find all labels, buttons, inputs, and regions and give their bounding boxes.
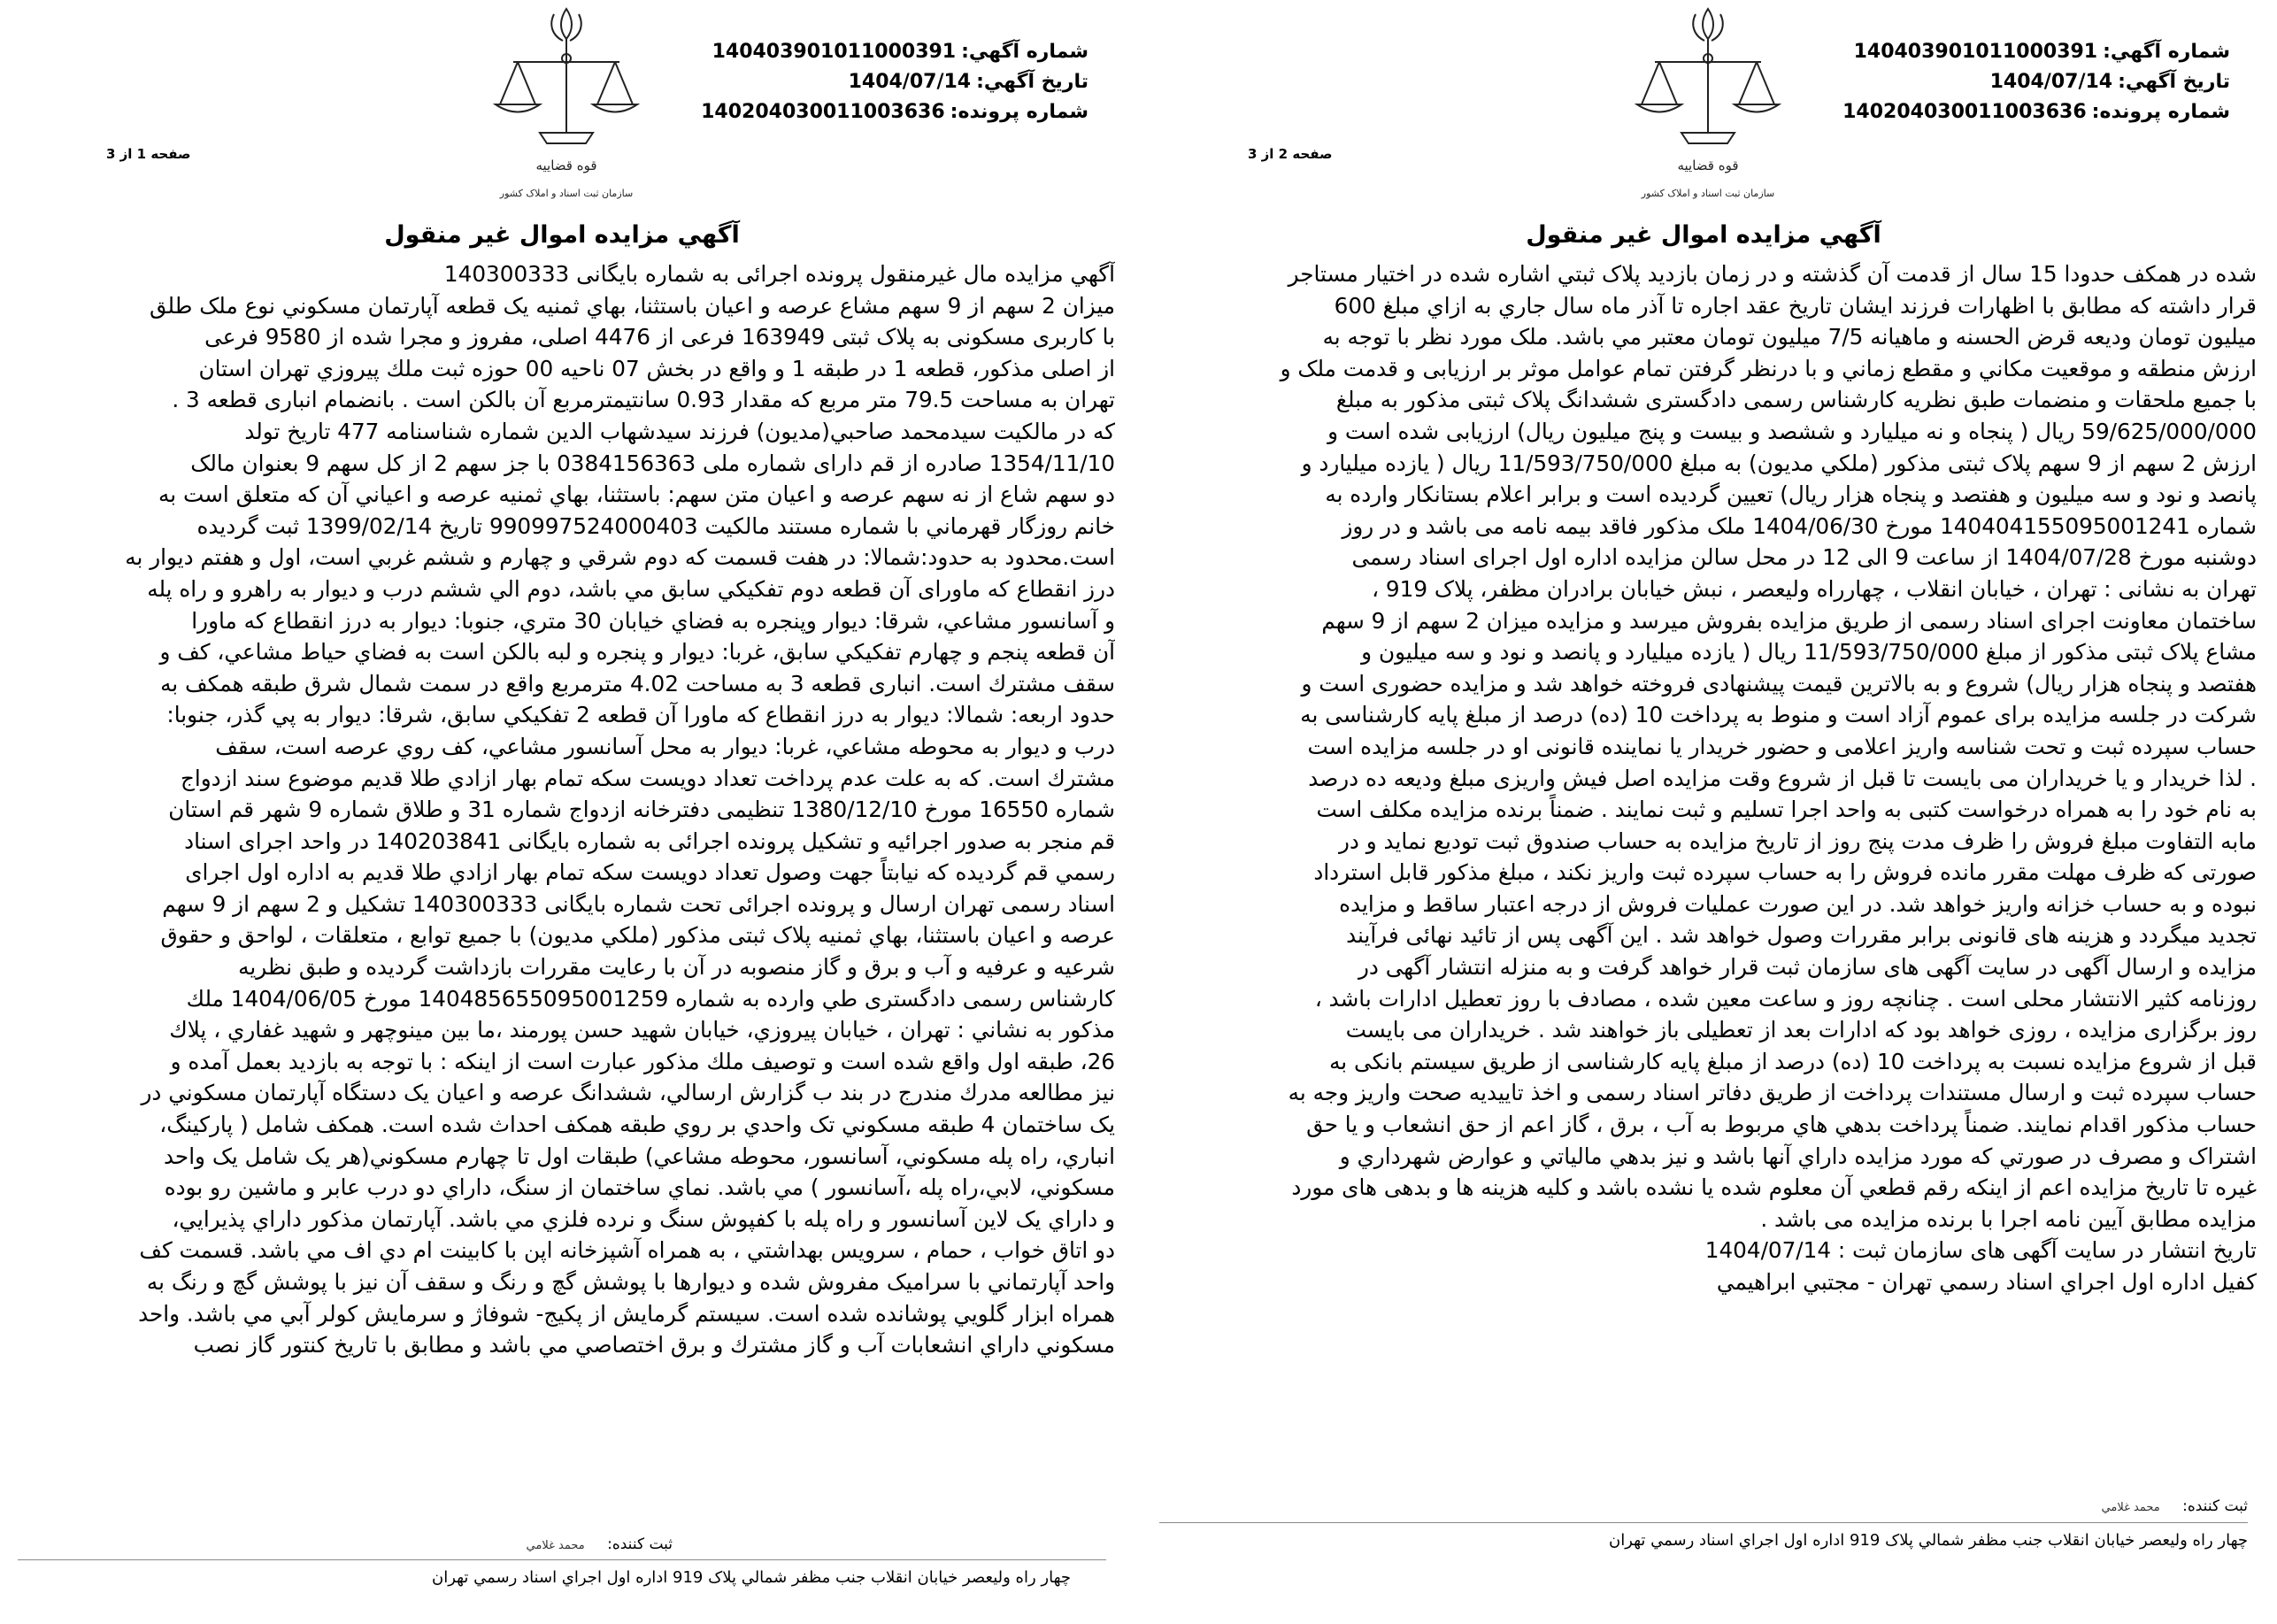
body-line: 1354/11/10 صادره از قم دارای شماره ملی 0384156363 با جز سهم 2 از کل سهم 9 بعنوان مالک xyxy=(190,450,1115,476)
body-line: 59/625/000/000 ريال ( پنجاه و نه ميليارد و ششصد و بيست و پنج ميليون ريال) ارزيابی شده است و xyxy=(1327,418,2257,444)
body-line: يک ساختمان 4 طبقه مسكوني تک واحدي بر روي طبقه همكف احداث شده است. همكف شامل ( پاركينگ، xyxy=(159,1112,1115,1138)
emblem-caption-bottom: سازمان ثبت اسناد و املاک کشور xyxy=(499,188,634,199)
body-line: قم منجر به صدور اجرائيه و تشکیل پرونده اجرائی به شماره بایگانی 140203841 در واحد اجرای اسناد xyxy=(184,827,1115,854)
judiciary-emblem-icon xyxy=(478,0,655,212)
body-line: اسناد رسمی تهران ارسال و پرونده اجرائی تحت شماره بایگانی 140300333 تشکیل و 2 سهم از 9 سهم xyxy=(162,890,1115,917)
body-line: ارزش منطقه و موقعيت مكاني و مقطع زماني و با درنظر گرفتن تمام عوامل موثر بر ارزيابی و قدمت ملک و xyxy=(1280,355,2257,381)
body-line: مابه التفاوت مبلغ فروش را ظرف مدت پنج روز از تاريخ مزايده به حساب صندوق ثبت توديع نمايد و در xyxy=(1338,827,2257,854)
body-line: خانم روزگار قهرماني با شماره مستند مالكيت 990997524000403 تاريخ 1399/02/14 ثبت گرديده xyxy=(196,512,1115,539)
body-line: ميليون تومان وديعه قرض الحسنه و ماهيانه 7/5 ميليون تومان معتبر مي باشد. ملک مورد نظر با توجه به xyxy=(1322,324,2257,350)
body-line: شماره 16550 مورخ 1380/12/10 تنظيمی دفترخانه ازدواج شماره 31 و طلاق شماره 9 شهر قم استان xyxy=(168,797,1115,823)
body-line: از اصلی مذکور، قطعه 1 در طبقه 1 و واقع در بخش 07 ناحيه 00 حوزه ثبت ملك پيروزي تهران استان xyxy=(198,355,1115,381)
notice-body xyxy=(18,258,1115,1361)
notice-title: آگهي مزايده اموال غير منقول xyxy=(1526,221,1881,249)
page-2 xyxy=(1142,0,2265,1624)
body-line: درب و ديوار به محوطه مشاعي، غربا: ديوار به محل آسانسور مشاعي، كف روي عرصه است، سقف xyxy=(215,733,1115,759)
page-header xyxy=(1142,0,2265,221)
ad-date: 1404/07/14 xyxy=(848,71,972,93)
recorder-line xyxy=(527,1535,673,1553)
emblem-caption-bottom: سازمان ثبت اسناد و املاک کشور xyxy=(1641,188,1775,199)
page-1 xyxy=(0,0,1124,1624)
body-line: پانصد و نود و سه ميليون و هفتصد و پنجاه هزار ريال) تعيين گرديده است و برابر اعلام بستانکار وارده به xyxy=(1325,481,2257,508)
body-line: به نام خود را به همراه درخواست کتبی به واحد اجرا تسليم و ثبت نمایند . ضمناً برنده مزايده مكلف است xyxy=(1316,797,2257,823)
body-line: آگهي مزايده مال غيرمنقول پرونده اجرائی به شماره بايگانی 140300333 xyxy=(443,261,1115,287)
body-line: تاريخ انتشار در سايت آگهی های سازمان ثبت : 1404/07/14 xyxy=(1704,1237,2257,1264)
body-line: همراه ابزار گلويي پوشانده شده است. سيستم گرمايش از پكيج- شوفاژ و سرمايش كولر آبي مي باشد. واحد xyxy=(138,1300,1115,1327)
file-number-label: شماره پرونده: xyxy=(950,101,1088,123)
body-line: تهران به نشانی : تهران ، خيابان انقلاب ، چهارراه وليعصر ، نبش خيابان برادران مظفر، پلاک 919 ، xyxy=(1372,575,2257,602)
body-line: هفتصد و پنجاه هزار ريال) شروع و به بالاترين قيمت پيشنهادی فروخته خواهد شد و مزايده حضوری است و xyxy=(1301,670,2257,697)
body-line: تجديد میگردد و هزينه های قانونی برابر مقررات وصول خواهد شد . این آگهی پس از تائيد نهائی فرآيند xyxy=(1346,922,2257,949)
body-line: حساب سپرده ثبت و ارسال مستندات پرداخت از طريق دفاتر اسناد رسمی و اخذ تاييديه صحت واریز وجه به xyxy=(1288,1080,2257,1106)
recorder-label: ثبت کننده: xyxy=(607,1535,673,1553)
body-line: با جميع ملحقات و منضمات طبق نظریه کارشناس رسمی دادگستری ششدانگ پلاک ثبتی مذکور به مبلغ xyxy=(1335,387,2257,413)
body-line: اشتراک و مصرف در صورتي كه مورد مزايده داراي آنها باشد و نيز بدهي مالياتي و عوارض شهرداري و xyxy=(1339,1143,2257,1169)
body-line: شماره 140404155095001241 مورخ 1404/06/30 ملک مذکور فاقد بیمه نامه می باشد و در روز xyxy=(1342,512,2257,539)
body-line: مشاع پلاک ثبتی مذکور از مبلغ 11/593/750/000 ريال ( يازده ميليارد و پانصد و نود و سه ميليون و xyxy=(1361,639,2257,666)
body-line: مذكور به نشاني : تهران ، خيابان پيروزي، خيابان شهيد حسن پورمند ،ما بين مينوچهر و شهيد غفاري ، پلاك xyxy=(169,1017,1115,1043)
body-line: ساختمان معاونت اجرای اسناد رسمی از طريق مزايده بفروش ميرسد و مزايده ميزان 2 سهم از 9 سهم xyxy=(1321,607,2257,634)
body-line: كه در مالکيت سيدمحمد صاحبي(مدیون) فرزند سيدشهاب الدين شماره شناسنامه 477 تاريخ تولد xyxy=(244,418,1115,444)
body-line: و آسانسور مشاعي، شرقا: ديوار وپنجره به فضاي خيابان 30 متري، جنوبا: ديوار به درز انقطاع كه ماورا xyxy=(191,607,1115,634)
body-line: قبل از شروع مزايده نسبت به پرداخت 10 (ده) درصد از مبلغ پایه کارشناسی از طریق سیستم بانکی به xyxy=(1329,1048,2257,1074)
file-number: 140204030011003636 xyxy=(1842,101,2087,123)
ad-number: 140403901011000391 xyxy=(712,41,957,63)
recorder-label: ثبت کننده: xyxy=(2182,1497,2248,1515)
file-number: 140204030011003636 xyxy=(701,101,945,123)
ad-date-label: تاريخ آگهي: xyxy=(976,71,1088,93)
body-line: نبوده و به حساب خزانه واريز خواهد شد. در اين صورت عمليات فروش از درجه اعتبار ساقط و مزايده xyxy=(1339,890,2257,917)
body-line: مشترك است. كه به علت عدم پرداخت تعداد دويست سكه تمام بهار ازادي طلا قديم موضوع سند ازدواج xyxy=(180,765,1115,791)
ad-meta xyxy=(1842,37,2230,127)
office-address: چهار راه وليعصر خيابان انقلاب جنب مظفر شمالي پلاک 919 اداره اول اجراي اسناد رسمي تهران xyxy=(431,1568,1071,1587)
page-header xyxy=(0,0,1124,221)
body-line: دوشنبه مورخ 1404/07/28 از ساعت 9 الی 12 در محل سالن مزايده اداره اول اجرای اسناد رسمی xyxy=(1351,544,2257,571)
body-line: آن قطعه پنجم و چهارم تفكيكي سابق، غربا: ديوار و پنجره و لبه بالكن است به فضاي حياط مشاعي، كف و xyxy=(159,639,1115,666)
page-number: صفحه 2 از 3 xyxy=(1248,146,1333,162)
body-line: شرعيه و عرفيه و آب و برق و گاز منصوبه در آن با رعايت مقررات بازداشت گرديده و طبق نظريه xyxy=(238,954,1115,981)
ad-meta xyxy=(701,37,1088,127)
body-line: مسكوني، لابي،راه پله ،آسانسور ) مي باشد. نماي ساختمان از سنگ، داراي دو درب عابر و ماشين رو بوده xyxy=(164,1174,1115,1201)
body-line: کارشناس رسمی دادگستری طي وارده به شماره 14048565509500125​9 مورخ 1404/06/05 ملك xyxy=(186,985,1115,1012)
ad-number: 140403901011000391 xyxy=(1853,41,2098,63)
body-line: دو اتاق خواب ، حمام ، سرويس بهداشتي ، به همراه آشپزخانه اپن با كابينت ام دي اف مي باشد. قسمت كف xyxy=(139,1237,1115,1264)
emblem-caption-top: قوه قضاییه xyxy=(535,158,597,173)
body-line: درز انقطاع كه ماوراى آن قطعه دوم تفكيكي سابق مي باشد، دوم الي ششم درب و ديوار به راهرو و راه پله xyxy=(147,575,1115,602)
body-line: حساب مذكور اقدام نمايند. ضمناً پرداخت بدهي هاي مربوط به آب ، برق ، گاز اعم از حق انشعاب و يا حق xyxy=(1306,1112,2257,1138)
body-line: غيره تا تاريخ مزايده اعم از اينكه رقم قطعي آن معلوم شده يا نشده باشد و كليه هزينه ها و بدهی های مورد xyxy=(1291,1174,2257,1201)
page-number: صفحه 1 از 3 xyxy=(106,146,191,162)
body-line: واحد آپارتماني با سراميک مفروش شده و ديوارها با پوشش گچ و رنگ و سقف آن نيز با پوشش گچ و رنگ به xyxy=(146,1269,1115,1295)
emblem-caption-top: قوه قضاییه xyxy=(1677,158,1739,173)
body-line: شده در همكف حدودا 15 سال از قدمت آن گذشته و در زمان بازديد پلاک ثبتي اشاره شده در اختيار مستاجر xyxy=(1288,261,2257,287)
body-line: قرار داشته كه مطابق با اظهارات فرزند ايشان تاريخ عقد اجاره تا آذر ماه سال جاري به ازاي مبلغ 600 xyxy=(1334,292,2257,319)
notice-title: آگهي مزايده اموال غير منقول xyxy=(384,221,740,249)
body-line: حساب سپرده ثبت و تحت شناسه واریز اعلامی و حضور خريدار يا نماينده قانونی او در جلسه مزايده است xyxy=(1307,733,2257,759)
body-line: مزايده و ارسال آگهی در سايت آگهی های سازمان ثبت قرار خواهد گرفت و به منزله انتشار آگهی در xyxy=(1358,954,2257,981)
body-line: انباري، راه پله مسكوني، آسانسور، محوطه مشاعي) طبقات اول تا چهارم مسكوني(هر يک شامل يک واحد xyxy=(163,1143,1115,1169)
body-line: با کاربری مسکونی به پلاک ثبتی 163949 فرعی از 4476 اصلی، مفروز و مجرا شده از 9580 فرعی xyxy=(204,324,1115,350)
body-line: سقف مشترك است. انبارى قطعه 3 به مساحت 4.02 مترمربع واقع در سمت شمال شرق طبقه همكف به xyxy=(160,670,1115,697)
recorder-name: محمد غلامي xyxy=(2101,1501,2160,1514)
notice-body xyxy=(1159,258,2257,1298)
footer-divider xyxy=(18,1559,1106,1560)
body-line: دو سهم شاع از نه سهم عرصه و اعيان متن سهم: باستثنا، بهاي ثمنيه عرصه و اعياني آن كه متعلق است به xyxy=(158,481,1115,508)
recorder-name: محمد غلامي xyxy=(526,1539,585,1552)
body-line: . لذا خریدار و یا خریداران می بایست تا قبل از شروع وقت مزایده اصل فیش واریزی مبلغ ودیعه ده درصد xyxy=(1308,765,2257,791)
file-number-label: شماره پرونده: xyxy=(2091,101,2230,123)
ad-number-label: شماره آگهي: xyxy=(961,41,1088,63)
body-line: روز برگزاری مزايده ، روزی خواهد بود كه ادارات بعد از تعطيلی باز خواهند شد . خريداران می بايست xyxy=(1345,1017,2257,1043)
ad-date-label: تاريخ آگهي: xyxy=(2118,71,2230,93)
judiciary-emblem-icon xyxy=(1619,0,1796,212)
body-line: روزنامه كثير الانتشار محلی است . چنانچه روز و ساعت معين شده ، مصادف با روز تعطيل ادارات باشد ، xyxy=(1314,985,2257,1012)
body-line: عرصه و اعيان باستثنا، بهاي ثمنيه پلاک ثبتی مذکور (ملكي مديون) با جميع توابع ، متعلقات ، لواحق و حقوق xyxy=(160,922,1115,949)
body-line: نيز مطالعه مدرك مندرج در بند ب گزارش ارسالي، ششدانگ عرصه و اعيان يک دستگاه آپارتمان مسكوني در xyxy=(141,1080,1115,1106)
body-line: ميزان 2 سهم از 9 سهم مشاع عرصه و اعيان باستثنا، بهاي ثمنيه يک قطعه آپارتمان مسكوني نوع ملک طلق xyxy=(149,292,1115,319)
body-line: تهران به مساحت 79.5 متر مربع که مقدار 0.93 سانتيمترمربع آن بالكن است . بانضمام انباری قطعه 3 . xyxy=(172,387,1115,413)
footer-divider xyxy=(1159,1522,2248,1523)
body-line: 26، طبقه اول واقع شده است و توصيف ملك مذكور عبارت است از اينكه : با توجه به بازديد بعمل آمده و xyxy=(170,1048,1115,1074)
ad-date: 1404/07/14 xyxy=(1989,71,2113,93)
body-line: و داراي يک لاين آسانسور و راه پله با كفپوش سنگ و نرده فلزي مي باشد. آپارتمان مذكور داراي پذيرايي، xyxy=(172,1205,1115,1232)
body-line: رسمي قم گرديده كه نيابتاً جهت وصول تعداد دويست سكه تمام بهار ازادي طلا قديم به اداره اول اجرای xyxy=(185,859,1115,886)
body-line: حدود اربعه: شمالا: ديوار به درز انقطاع كه ماورا آن قطعه 2 تفكيكي سابق، شرقا: ديوار به پي گذر، جنوبا: xyxy=(166,702,1115,728)
ad-number-label: شماره آگهي: xyxy=(2103,41,2230,63)
body-line: مسكوني داراي انشعابات آب و گاز مشترك و برق اختصاصي مي باشد و مطابق با تاريخ كنتور گاز نصب xyxy=(193,1332,1115,1358)
office-address: چهار راه وليعصر خيابان انقلاب جنب مظفر شمالي پلاک 919 اداره اول اجراي اسناد رسمي تهران xyxy=(1608,1531,2248,1550)
body-line: صورتی كه ظرف مهلت مقرر مانده فروش را به حساب سپرده ثبت واریز نكند ، مبلغ مذكور قابل استرداد xyxy=(1313,859,2257,886)
body-line: شركت در جلسه مزايده برای عموم آزاد است و منوط به پرداخت 10 (ده) درصد از مبلغ پایه کارشناسی به xyxy=(1300,702,2257,728)
body-line: ارزش 2 سهم از 9 سهم پلاک ثبتی مذکور (ملكي مديون) به مبلغ 11/593/750/000 ريال ( يازده ميليارد و xyxy=(1301,450,2257,476)
body-line: مزايده مطابق آيين نامه اجرا با برنده مزايده می باشد . xyxy=(1760,1205,2257,1232)
recorder-line xyxy=(2102,1497,2248,1515)
body-line: است.محدود به حدود:شمالا: در هفت قسمت كه دوم شرقي و چهارم و ششم غربي است، اول و هفتم ديوار به xyxy=(125,544,1115,571)
body-line: كفيل اداره اول اجراي اسناد رسمي تهران - مجتبي ابراهيمي xyxy=(1716,1269,2257,1295)
